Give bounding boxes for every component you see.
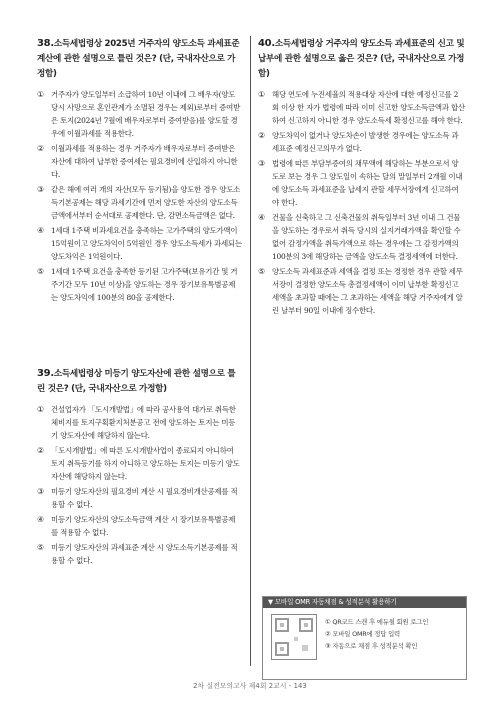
option-marker: ④ xyxy=(37,515,44,524)
option-marker: ② xyxy=(37,144,44,153)
option-text: 1세대 1주택 비과세요건을 충족하는 고가주택의 양도가액이 15억원이고 양도차익이 5억원인 경우 양도소득세가 과세되는 양도차익은 1억원이다. xyxy=(51,226,242,261)
option-text: 이월과세를 적용하는 경우 거주자가 배우자로부터 증여받은 자산에 대하여 납부한 증여세는 필요경비에 산입하지 아니한다. xyxy=(51,144,238,179)
omr-step: ③ 자동으로 채점 후 성적분석 확인 xyxy=(325,642,418,650)
question-39 xyxy=(37,366,242,567)
qr-code-icon[interactable] xyxy=(271,614,317,660)
question-number: 39. xyxy=(37,368,54,379)
option-2[interactable] xyxy=(37,142,242,181)
option-marker: ③ xyxy=(37,487,44,496)
right-column xyxy=(258,36,465,319)
option-marker: ② xyxy=(37,446,44,455)
omr-step: ② 모바일 OMR에 정답 입력 xyxy=(325,630,401,638)
option-marker: ① xyxy=(37,90,44,99)
option-marker: ① xyxy=(258,90,265,99)
question-title xyxy=(258,36,465,82)
option-marker: ⑤ xyxy=(258,267,265,276)
option-text: 양도소득 과세표준과 세액을 결정 또는 경정한 경우 관할 세무서장이 결정한 양도소득 총결정세액이 이미 납부한 확정신고세액을 초과할 때에는 그 초과하는 세액을 해당 거주자에게 알린 날부터 90일 이내에 징수한다. xyxy=(272,267,463,315)
option-list xyxy=(258,88,465,317)
option-4[interactable] xyxy=(37,513,242,539)
option-list xyxy=(37,88,242,304)
option-marker: ③ xyxy=(258,159,265,168)
option-1[interactable] xyxy=(37,88,242,140)
option-1[interactable] xyxy=(37,403,242,442)
option-text: 해당 연도에 누진세율의 적용대상 자산에 대한 예정신고를 2회 이상 한 자가 법령에 따라 이미 신고한 양도소득금액과 합산하여 신고하지 아니한 경우 양도소득세 확정신고를 해야 한다. xyxy=(272,90,465,125)
question-text: 소득세법령상 미등기 양도자산에 관한 설명으로 틀린 것은? (단, 국내자산으로 가정함) xyxy=(37,369,236,394)
option-text: 미등기 양도자산의 필요경비 계산 시 필요경비개산공제를 적용할 수 없다. xyxy=(51,487,238,509)
option-text: 거주자가 양도일부터 소급하여 10년 이내에 그 배우자(양도 당시 사망으로 혼인관계가 소멸된 경우는 제외)로부터 증여받은 토지(2024년 7월에 배우자로부터 증여받음)를 양도할 경우에 이월과세를 적용한다. xyxy=(51,90,241,138)
option-4[interactable] xyxy=(37,224,242,263)
question-title xyxy=(37,366,242,397)
option-5[interactable] xyxy=(258,265,465,317)
option-3[interactable] xyxy=(37,183,242,222)
option-5[interactable] xyxy=(37,541,242,567)
option-4[interactable] xyxy=(258,211,465,263)
left-column xyxy=(37,36,242,569)
option-list xyxy=(37,403,242,567)
question-text: 소득세법령상 2025년 거주자의 양도소득 과세표준 계산에 관한 설명으로 틀린 것은? (단, 국내자산으로 가정함) xyxy=(37,39,240,79)
question-title xyxy=(37,36,242,82)
question-text: 소득세법령상 거주자의 양도소득 과세표준의 신고 및 납부에 관한 설명으로 옳은 것은? (단, 국내자산으로 가정함) xyxy=(258,39,465,79)
option-3[interactable] xyxy=(258,157,465,209)
option-5[interactable] xyxy=(37,265,242,304)
option-text: 건물을 신축하고 그 신축건물의 취득일부터 3년 이내 그 건물을 양도하는 경우로서 취득 당시의 실지거래가액을 확인할 수 없어 감정가액을 취득가액으로 하는 경우에는 그 감정가액의 100분의 3에 해당하는 금액을 양도소득 결정세액에 더한다. xyxy=(272,213,461,261)
option-text: 미등기 양도자산의 과세표준 계산 시 양도소득기본공제를 적용할 수 없다. xyxy=(51,543,238,565)
omr-steps xyxy=(325,616,428,660)
omr-body xyxy=(263,608,466,666)
option-1[interactable] xyxy=(258,88,465,127)
option-marker: ③ xyxy=(37,185,44,194)
page-footer: 2차 실전모의고사 제4회 2교시 - 143 xyxy=(193,682,307,690)
option-marker: ⑤ xyxy=(37,543,44,552)
question-40 xyxy=(258,36,465,317)
option-text: 「도시개발법」에 따른 도시개발사업이 종료되지 아니하여 토지 취득등기를 하지 아니하고 양도하는 토지는 미등기 양도자산에 해당하지 않는다. xyxy=(51,446,240,481)
option-text: 미등기 양도자산의 양도소득금액 계산 시 장기보유특별공제를 적용할 수 없다. xyxy=(51,515,236,537)
option-text: 양도차익이 없거나 양도차손이 발생한 경우에는 양도소득 과세표준 예정신고의무가 없다. xyxy=(272,131,459,153)
omr-info-box xyxy=(262,596,467,680)
option-3[interactable] xyxy=(37,485,242,511)
option-marker: ⑤ xyxy=(37,267,44,276)
option-2[interactable] xyxy=(258,129,465,155)
omr-header: ▼ 모바일 OMR 자동채점 & 성적분석 활용하기 xyxy=(263,597,466,608)
omr-step: ① QR코드 스캔 후 에듀윌 회원 로그인 xyxy=(325,618,429,626)
option-marker: ② xyxy=(258,131,265,140)
option-text: 법령에 따른 부담부증여의 채무액에 해당하는 부분으로서 양도로 보는 경우 그 양도일이 속하는 달의 말일부터 2개월 이내에 양도소득 과세표준을 납세지 관할 세무서장에게 신고하여야 한다. xyxy=(272,159,463,207)
option-text: 건설업자가 「도시개발법」에 따라 공사용역 대가로 취득한 체비지를 토지구획환지처분공고 전에 양도하는 토지는 미등기 양도자산에 해당하지 않는다. xyxy=(51,405,236,440)
option-text: 1세대 1주택 요건을 충족한 등기된 고가주택(보유기간 및 거주기간 모두 10년 이상)을 양도하는 경우 장기보유특별공제는 양도차익에 100분의 80을 공제한다. xyxy=(51,267,238,302)
column-divider xyxy=(250,36,251,666)
option-marker: ④ xyxy=(37,226,44,235)
option-marker: ① xyxy=(37,405,44,414)
option-2[interactable] xyxy=(37,444,242,483)
question-number: 40. xyxy=(258,38,275,49)
option-text: 같은 해에 여러 개의 자산(모두 등기됨)을 양도한 경우 양도소득기본공제는 해당 과세기간에 먼저 양도한 자산의 양도소득금액에서부터 순서대로 공제한다. 단, 감면소득금액은 없다. xyxy=(51,185,241,220)
option-marker: ④ xyxy=(258,213,265,222)
question-number: 38. xyxy=(37,38,54,49)
question-38 xyxy=(37,36,242,304)
